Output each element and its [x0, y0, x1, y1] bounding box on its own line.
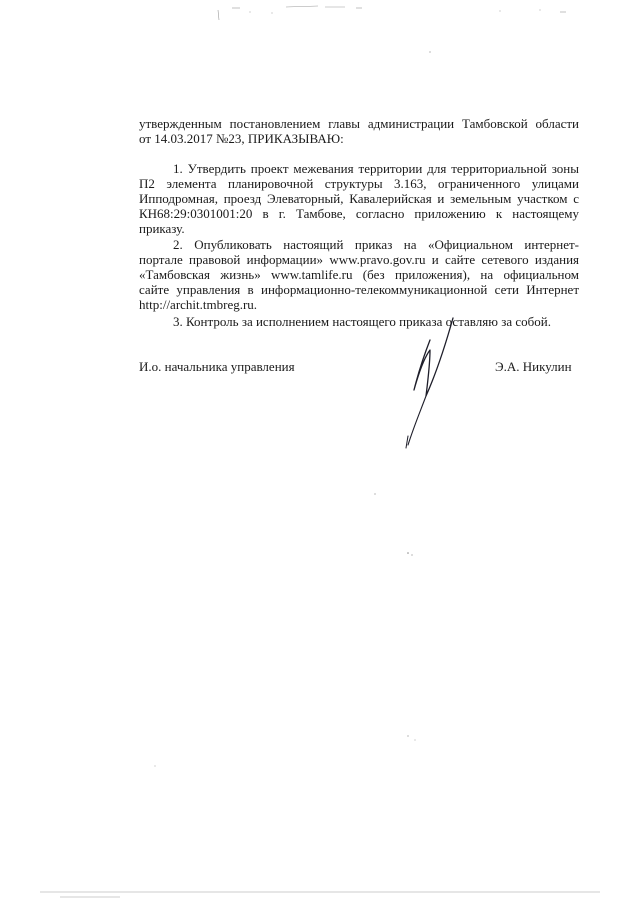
signer-title: И.о. начальника управления	[139, 359, 295, 374]
intro-paragraph	[139, 116, 579, 146]
signer-name: Э.А. Никулин	[495, 359, 572, 374]
paragraph-2-line-5: http://archit.tmbreg.ru.	[139, 297, 258, 312]
paragraph-2-line-3: «Тамбовская жизнь» www.tamlife.ru (без приложения), на официальном	[139, 267, 579, 282]
paragraph-2-line-4: сайте управления в информационно-телекоммуникационной сети Интернет	[139, 282, 579, 297]
paragraph-1-line-3: Ипподромная, проезд Элеваторный, Кавалерийская и земельным участком с	[139, 191, 579, 206]
handwritten-signature	[390, 300, 480, 460]
paragraph-2-line-2: портале правовой информации» www.pravo.gov.ru и сайте сетевого издания	[139, 252, 579, 267]
paragraph-3-line-1: 3. Контроль за исполнением настоящего приказа оставляю за собой.	[173, 314, 551, 329]
paragraph-1	[139, 161, 579, 236]
intro-line-2: от 14.03.2017 №23, ПРИКАЗЫВАЮ:	[139, 131, 344, 146]
paragraph-1-line-4: КН68:29:0301001:20 в г. Тамбове, согласно приложению к настоящему	[139, 206, 579, 221]
paragraph-2-line-1: 2. Опубликовать настоящий приказ на «Официальном интернет-	[173, 237, 579, 252]
paragraph-2	[139, 237, 579, 312]
intro-line-1: утвержденным постановлением главы администрации Тамбовской области	[139, 116, 579, 131]
paragraph-1-line-1: 1. Утвердить проект межевания территории для территориальной зоны	[173, 161, 579, 176]
paragraph-1-line-2: П2 элемента планировочной структуры 3.163, ограниченного улицами	[139, 176, 579, 191]
paragraph-1-line-5: приказу.	[139, 221, 185, 236]
paragraph-3	[139, 314, 579, 329]
